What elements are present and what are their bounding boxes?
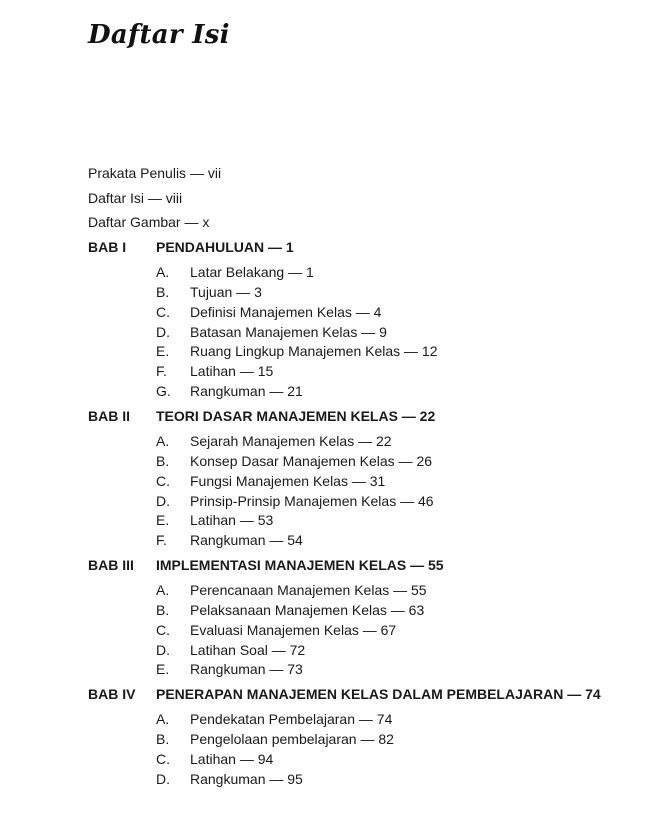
section-letter: C. <box>156 303 170 320</box>
chapter-title: IMPLEMENTASI MANAJEMEN KELAS — 55 <box>156 557 444 574</box>
section-title: Rangkuman — 21 <box>190 383 303 400</box>
toc-section <box>88 730 628 750</box>
section-letter: D. <box>156 492 170 509</box>
section-title: Rangkuman — 95 <box>190 770 303 787</box>
chapter-number: BAB IV <box>88 686 136 703</box>
section-title: Fungsi Manajemen Kelas — 31 <box>190 472 386 489</box>
section-title: Konsep Dasar Manajemen Kelas — 26 <box>190 452 433 469</box>
section-title: Pendekatan Pembelajaran — 74 <box>190 711 393 728</box>
section-letter: A. <box>156 264 170 281</box>
toc-section <box>88 621 628 641</box>
toc-chapter-heading <box>88 238 628 263</box>
section-letter: A. <box>156 582 170 599</box>
section-title: Sejarah Manajemen Kelas — 22 <box>190 432 392 449</box>
toc-section <box>88 263 628 283</box>
section-letter: B. <box>156 283 170 300</box>
section-letter: D. <box>156 323 170 340</box>
section-title: Latihan — 53 <box>190 512 274 529</box>
section-title: Evaluasi Manajemen Kelas — 67 <box>190 621 397 638</box>
chapter-title: PENERAPAN MANAJEMEN KELAS DALAM PEMBELAJARAN — 74 <box>156 686 601 703</box>
section-letter: E. <box>156 512 170 529</box>
section-letter: C. <box>156 750 170 767</box>
section-title: Latar Belakang — 1 <box>190 264 314 281</box>
section-letter: D. <box>156 770 170 787</box>
section-title: Definisi Manajemen Kelas — 4 <box>190 303 382 320</box>
toc-front-matter-item: Prakata Penulis — vii <box>88 165 222 181</box>
section-title: Batasan Manajemen Kelas — 9 <box>190 323 387 340</box>
toc-section <box>88 382 628 402</box>
section-title: Latihan — 94 <box>190 750 274 767</box>
toc-section <box>88 750 628 770</box>
toc-section <box>88 283 628 303</box>
toc-chapter-heading <box>88 407 628 432</box>
section-letter: E. <box>156 343 170 360</box>
toc-section <box>88 770 628 790</box>
section-title: Pelaksanaan Manajemen Kelas — 63 <box>190 601 425 618</box>
toc-section <box>88 710 628 730</box>
toc-section <box>88 581 628 601</box>
section-letter: B. <box>156 731 170 748</box>
table-of-contents <box>88 164 628 790</box>
toc-section <box>88 531 628 551</box>
section-letter: B. <box>156 601 170 618</box>
chapter-title: PENDAHULUAN — 1 <box>156 239 294 256</box>
section-letter: G. <box>156 383 171 400</box>
toc-chapter <box>88 238 628 402</box>
toc-section <box>88 362 628 382</box>
section-title: Rangkuman — 54 <box>190 532 303 549</box>
toc-chapter-heading <box>88 556 628 581</box>
section-title: Rangkuman — 73 <box>190 661 303 678</box>
section-letter: A. <box>156 432 170 449</box>
section-title: Perencanaan Manajemen Kelas — 55 <box>190 582 427 599</box>
toc-chapter <box>88 556 628 680</box>
toc-chapter-heading <box>88 685 628 710</box>
chapter-number: BAB III <box>88 557 134 574</box>
toc-front-matter-item: Daftar Isi — viii <box>88 189 183 206</box>
toc-section <box>88 601 628 621</box>
toc-section <box>88 641 628 661</box>
chapter-title: TEORI DASAR MANAJEMEN KELAS — 22 <box>156 407 436 424</box>
chapter-number: BAB II <box>88 407 130 424</box>
toc-section <box>88 342 628 362</box>
toc-chapter <box>88 685 628 789</box>
section-title: Prinsip-Prinsip Manajemen Kelas — 46 <box>190 492 434 509</box>
chapter-number: BAB I <box>88 239 127 256</box>
section-title: Latihan Soal — 72 <box>190 641 306 658</box>
section-title: Pengelolaan pembelajaran — 82 <box>190 731 394 748</box>
section-title: Latihan — 15 <box>190 363 274 380</box>
section-letter: D. <box>156 641 170 658</box>
section-letter: E. <box>156 661 170 678</box>
toc-section <box>88 452 628 472</box>
toc-section <box>88 323 628 343</box>
section-letter: B. <box>156 452 170 469</box>
section-letter: F. <box>156 363 167 380</box>
section-title: Ruang Lingkup Manajemen Kelas — 12 <box>190 343 438 360</box>
toc-section <box>88 303 628 323</box>
page-title: Daftar Isi <box>88 20 230 50</box>
section-letter: C. <box>156 472 170 489</box>
section-letter: C. <box>156 621 170 638</box>
toc-section <box>88 492 628 512</box>
section-letter: F. <box>156 532 167 549</box>
toc-section <box>88 432 628 452</box>
toc-chapter <box>88 407 628 551</box>
toc-section <box>88 660 628 680</box>
toc-front-matter-item: Daftar Gambar — x <box>88 214 210 231</box>
toc-section <box>88 472 628 492</box>
toc-section <box>88 511 628 531</box>
section-title: Tujuan — 3 <box>190 283 262 300</box>
section-letter: A. <box>156 711 170 728</box>
